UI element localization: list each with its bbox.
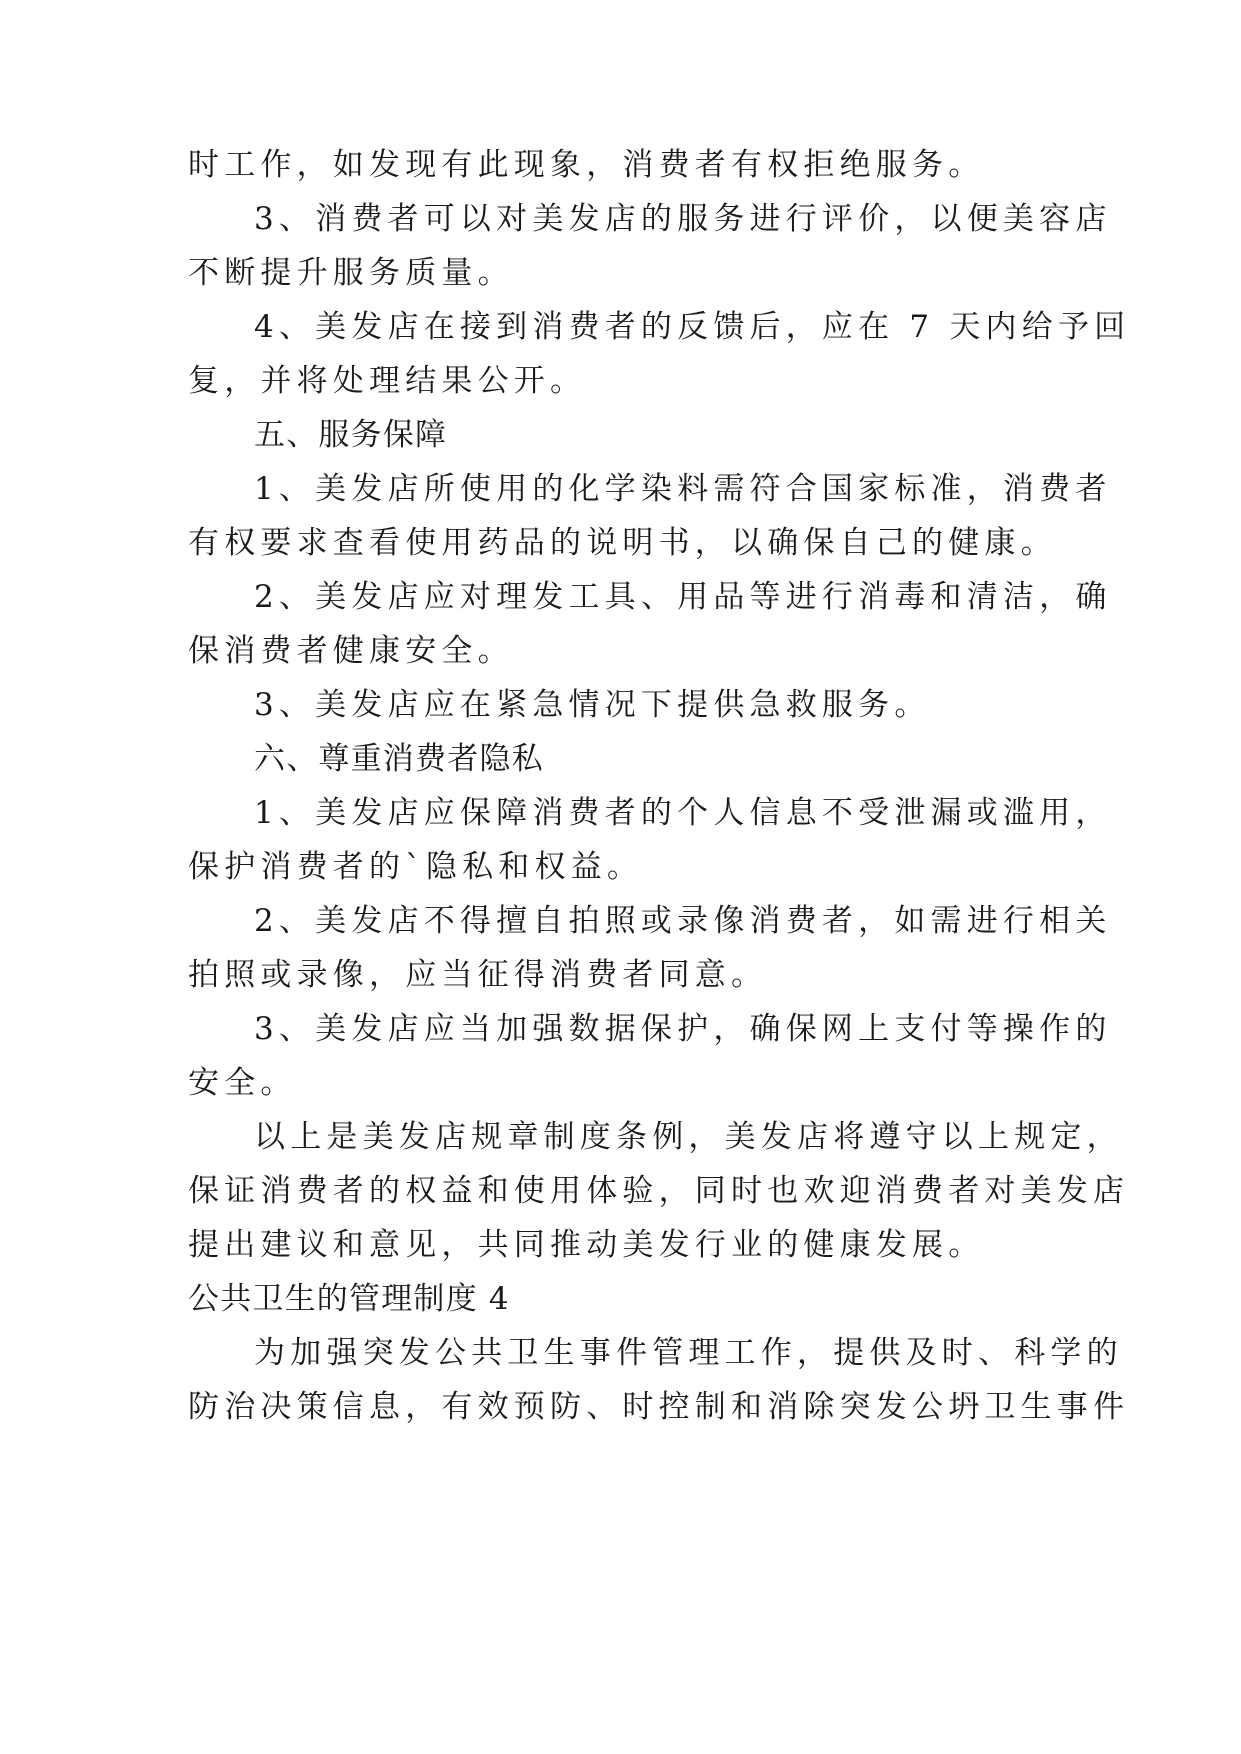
section-heading: 六、尊重消费者隐私 bbox=[254, 741, 544, 777]
text-line: 3、消费者可以对美发店的服务进行评价，以便美容店 bbox=[254, 201, 1112, 237]
text-line: 1、美发店所使用的化学染料需符合国家标准，消费者 bbox=[254, 471, 1112, 507]
text-line: 提出建议和意见，共同推动美发行业的健康发展。 bbox=[188, 1227, 985, 1263]
text-line: 以上是美发店规章制度条例，美发店将遵守以上规定， bbox=[254, 1119, 1123, 1155]
text-line: 保消费者健康安全。 bbox=[188, 633, 514, 669]
text-line: 2、美发店不得擅自拍照或录像消费者，如需进行相关 bbox=[254, 903, 1112, 939]
text-line: 安全。 bbox=[188, 1065, 297, 1101]
text-line: 为加强突发公共卫生事件管理工作，提供及时、科学的 bbox=[254, 1335, 1123, 1371]
text-line: 防治决策信息，有效预防、时控制和消除突发公坍卫生事件 bbox=[188, 1389, 1130, 1425]
text-line: 4、美发店在接到消费者的反馈后，应在 7 天内给予回 bbox=[254, 309, 1131, 345]
text-line: 3、美发店应当加强数据保护，确保网上支付等操作的 bbox=[254, 1011, 1112, 1047]
text-line: 3、美发店应在紧急情况下提供急救服务。 bbox=[254, 687, 931, 723]
text-line: 复，并将处理结果公开。 bbox=[188, 363, 587, 399]
section-heading: 五、服务保障 bbox=[254, 417, 448, 453]
text-line: 拍照或录像，应当征得消费者同意。 bbox=[188, 957, 768, 993]
text-line: 有权要求查看使用药品的说明书，以确保自己的健康。 bbox=[188, 525, 1057, 561]
text-line: 保护消费者的`隐私和权益。 bbox=[188, 849, 644, 885]
text-line: 时工作，如发现有此现象，消费者有权拒绝服务。 bbox=[188, 147, 985, 183]
text-line: 1、美发店应保障消费者的个人信息不受泄漏或滥用， bbox=[254, 795, 1112, 831]
text-line: 不断提升服务质量。 bbox=[188, 255, 514, 291]
chapter-title: 公共卫生的管理制度 4 bbox=[188, 1281, 510, 1317]
text-line: 2、美发店应对理发工具、用品等进行消毒和清洁，确 bbox=[254, 579, 1112, 615]
text-line: 保证消费者的权益和使用体验，同时也欢迎消费者对美发店 bbox=[188, 1173, 1130, 1209]
